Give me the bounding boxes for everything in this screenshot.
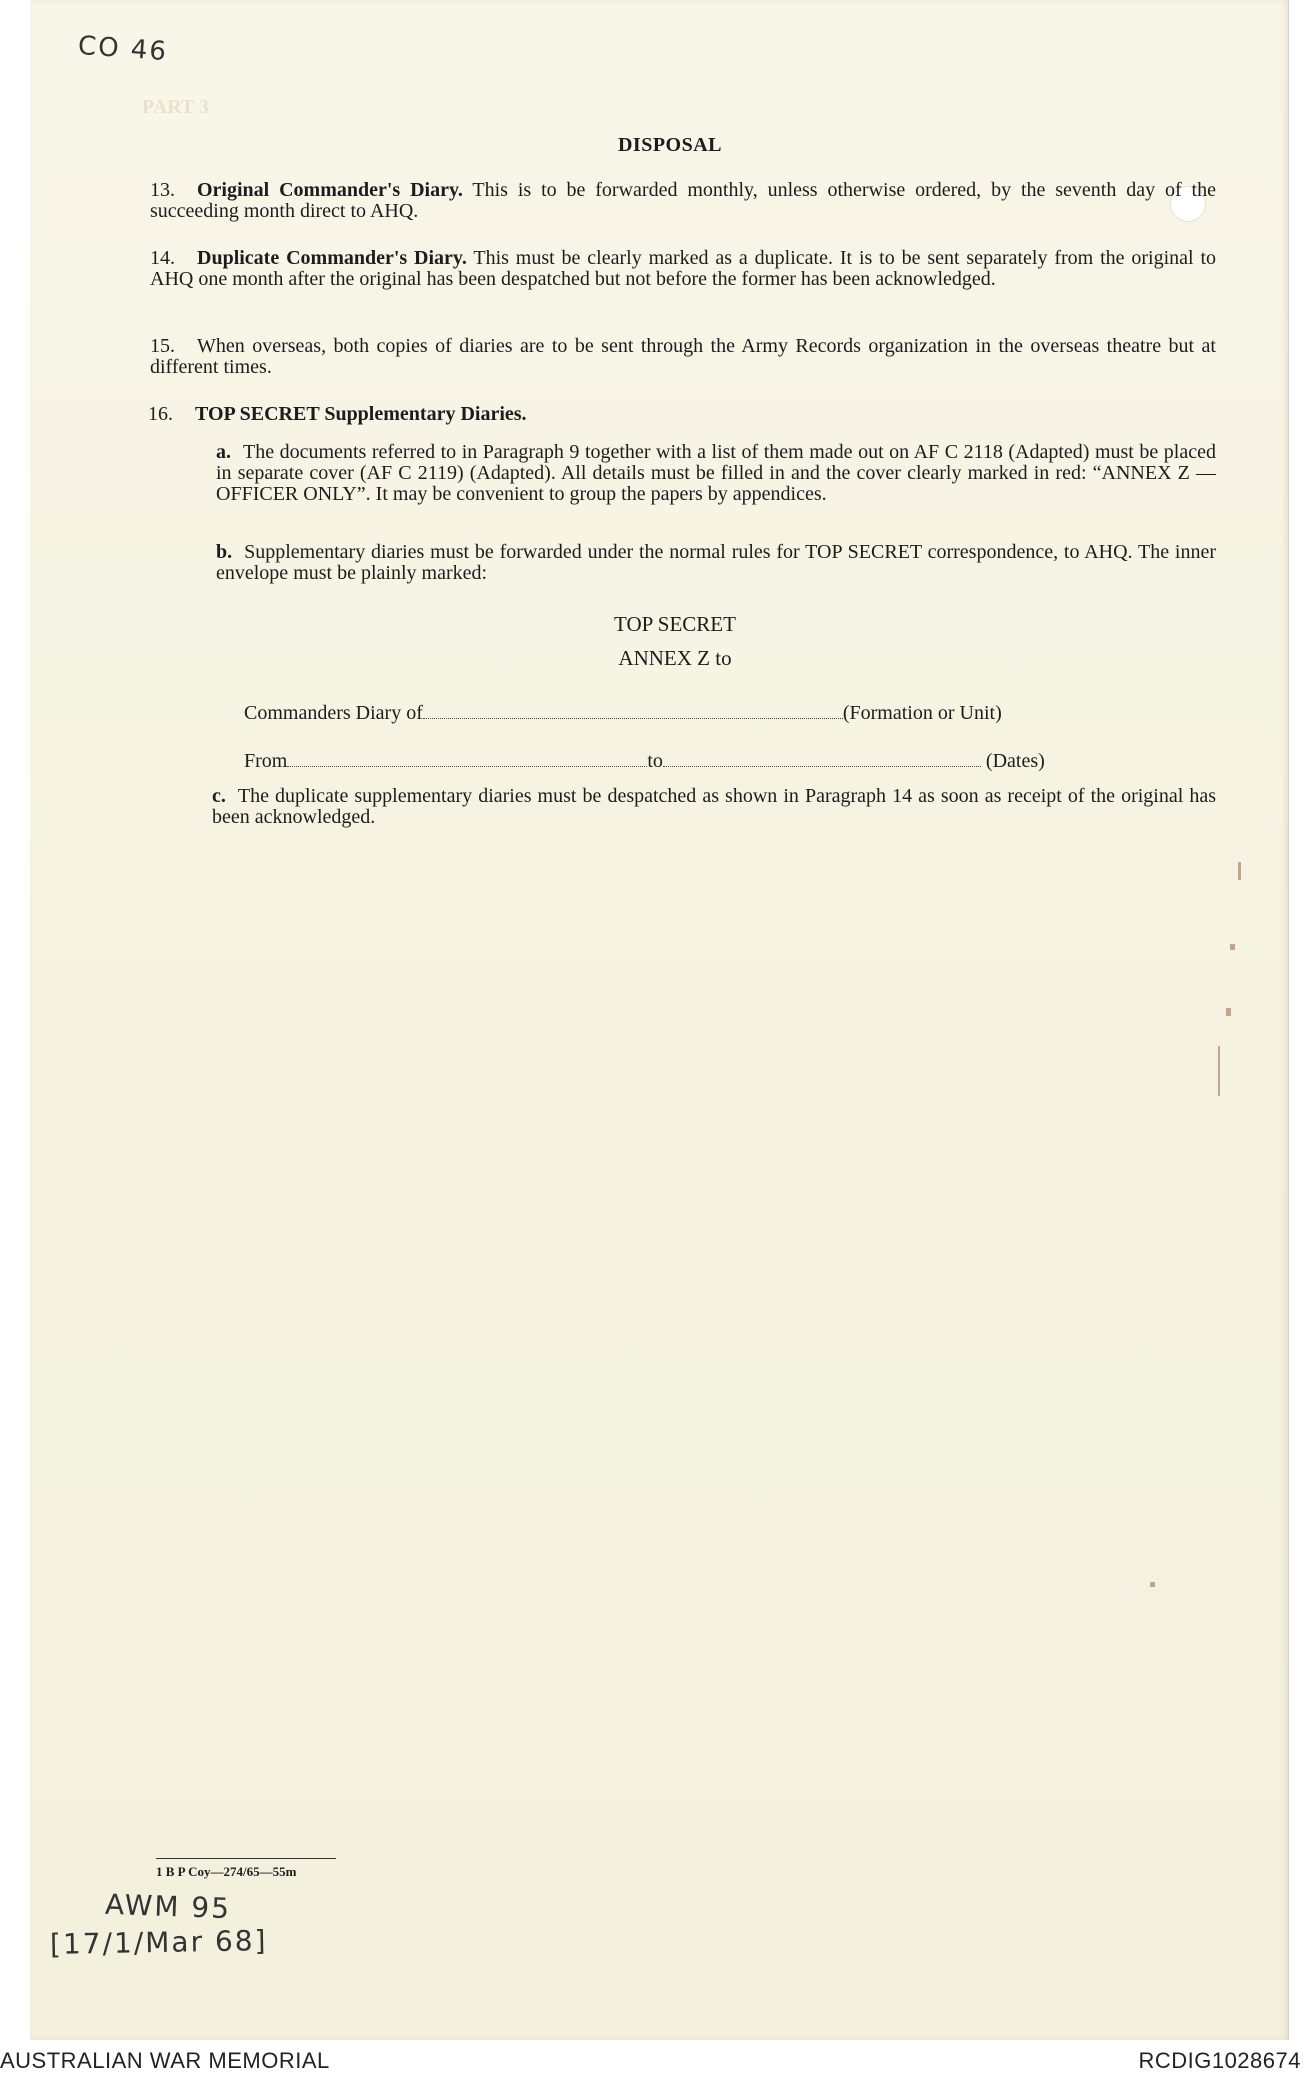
paragraph-text: This must be clearly marked as a duplicate. It is to be sent separately from the original to AHQ one month after the original has been despatched but not before the former has been acknowledged. — [150, 247, 1217, 290]
form-label: From — [244, 750, 288, 772]
paragraph-14 — [150, 248, 1216, 290]
paragraph-16 — [148, 404, 1214, 425]
faded-part-heading: PART 3 — [142, 96, 209, 118]
archive-caption-right: RCDIG1028674 — [1138, 2048, 1301, 2073]
section-heading: DISPOSAL — [617, 134, 723, 156]
subparagraph-b — [216, 542, 1216, 584]
form-suffix: (Dates) — [985, 750, 1045, 772]
subparagraph-text: The duplicate supplementary diaries must be despatched as shown in Paragraph 14 as soon as receipt of the original has been acknowledged. — [212, 785, 1216, 828]
form-suffix: (Formation or Unit) — [842, 702, 1002, 724]
margin-mark — [1218, 1046, 1220, 1096]
subparagraph-c — [212, 786, 1216, 828]
paragraph-number: 15. — [150, 335, 175, 357]
printer-code: 1 B P Coy—274/65—55m — [156, 1864, 297, 1879]
dotted-fill-line — [287, 750, 647, 767]
paragraph-title: Duplicate Commander's Diary. — [197, 247, 467, 269]
document-page — [30, 0, 1289, 2040]
margin-mark — [1238, 862, 1241, 880]
subparagraph-letter: a. — [216, 441, 231, 463]
form-label: to — [647, 750, 663, 772]
paragraph-15 — [150, 336, 1216, 378]
footer-rule — [156, 1858, 336, 1859]
paragraph-title: TOP SECRET Supplementary Diaries. — [195, 403, 527, 425]
envelope-marking-annex: ANNEX Z to — [618, 646, 732, 670]
margin-mark — [1230, 944, 1235, 950]
subparagraph-a — [216, 442, 1216, 505]
form-line-dates — [244, 750, 1045, 773]
dotted-fill-line — [663, 750, 981, 767]
envelope-marking-top-secret: TOP SECRET — [614, 612, 736, 636]
subparagraph-letter: c. — [212, 785, 226, 807]
paragraph-text: This is to be forwarded monthly, unless otherwise ordered, by the seventh day of the succeeding month direct to AHQ. — [150, 179, 1216, 222]
paragraph-number: 16. — [148, 403, 173, 425]
form-line-diary — [244, 702, 1002, 725]
paragraph-number: 13. — [150, 179, 175, 201]
paragraph-number: 14. — [150, 247, 175, 269]
subparagraph-letter: b. — [216, 541, 233, 563]
handwritten-reference-top: CO 46 — [77, 30, 169, 68]
paragraph-13 — [150, 180, 1216, 222]
handwritten-awm-reference: AWM 95 — [104, 1887, 232, 1926]
handwritten-date-reference: [17/1/Mar 68] — [49, 1924, 268, 1961]
form-label: Commanders Diary of — [244, 702, 423, 724]
subparagraph-text: Supplementary diaries must be forwarded under the normal rules for TOP SECRET correspondence, to AHQ. The inner envelope must be plainly marked: — [216, 541, 1216, 584]
subparagraph-text: The documents referred to in Paragraph 9 together with a list of them made out on AF C 2118 (Adapted) must be placed in separate cover (AF C 2119) (Adapted). All details must be filled in and the cover clearly marked in red: “ANNEX Z — OFFICER ONLY”. It may be convenient to group the papers by appendices. — [216, 441, 1216, 505]
paragraph-text: When overseas, both copies of diaries are to be sent through the Army Records organization in the overseas theatre but at different times. — [150, 335, 1216, 378]
margin-mark — [1150, 1582, 1155, 1587]
archive-caption-left: AUSTRALIAN WAR MEMORIAL — [0, 2048, 330, 2073]
paragraph-title: Original Commander's Diary. — [197, 179, 463, 201]
dotted-fill-line — [423, 702, 843, 719]
margin-mark — [1226, 1008, 1231, 1016]
